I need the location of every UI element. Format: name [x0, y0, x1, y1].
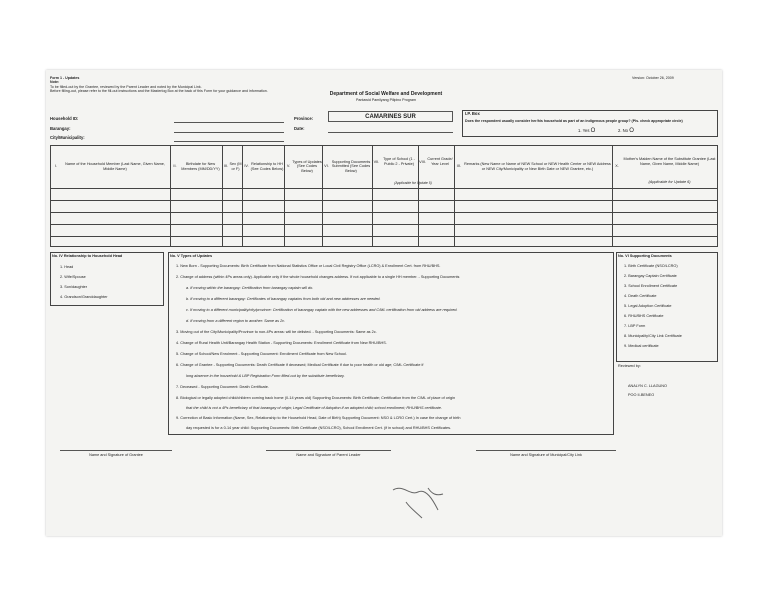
ip-box-question: Does the respondent usually consider her/his household as part of an indigenous people group? (Pls. check appropriate circle)	[465, 119, 683, 123]
relationship-item: 3. Son/daughter	[60, 285, 88, 289]
col-head-birthdate: Birthdate for New Members (MM/DD/YY)	[181, 161, 220, 171]
update-item: 7. Deceased - Supporting Document: Death Certificate.	[176, 385, 269, 389]
parent-leader-signature-label: Name and Signature of Parent Leader	[296, 453, 361, 457]
supporting-doc-item: 9. Medical certificate	[624, 344, 659, 348]
radio-circle-icon[interactable]: O	[629, 128, 634, 134]
update-item: 3. Moving out of the City/Municipality/Province to non-4Ps areas: will be delisted. - Supporting Documents: Same as 2c.	[176, 330, 377, 334]
supporting-doc-item: 7. LBP Form	[624, 324, 646, 328]
province-field[interactable]: CAMARINES SUR	[328, 111, 453, 122]
col-num-4: IV.	[244, 164, 249, 169]
table-row[interactable]	[50, 212, 718, 213]
table-header-divider	[50, 188, 718, 189]
update-item: c. If moving to a different municipality/city/province: Certification of barangay captain with the new addresses and C/ML certification from old address are required.	[186, 308, 458, 312]
col-num-7: VII.	[373, 159, 380, 164]
col-head-name: Name of the Household Member (Last Name, Given Name, Middle Name)	[65, 161, 165, 171]
municipal-link-signature-label: Name and Signature of Municipal/City Link	[510, 453, 582, 457]
update-item: long absence in the household & LBP Registration Form filled-out by the substitute beneficiary.	[186, 374, 345, 378]
reviewer-name: ANALYN C. LLAGUNO	[628, 384, 667, 388]
update-item: day requested is for a 0-14 year child: Supporting Documents: Birth Certificate (NSO/LCRO), School Enrollment Cert. (if in school) and RHU/BHS Certificates.	[186, 426, 452, 430]
household-id-field[interactable]	[174, 122, 284, 123]
grantee-signature-line[interactable]	[60, 450, 172, 451]
form-notes	[50, 76, 300, 94]
updates-title: No. V Types of Updates	[170, 254, 213, 258]
update-item: 1. New Born - Supporting Documents: Birth Certificate from National Statistics Office or Local Civil Registry Office (LCRO) & Enrollment Cert. from RHU/BHS.	[176, 264, 441, 268]
update-item: 9. Correction of Basic Information (Name, Sex, Relationship to the Household Head, Date of Birth) Supporting Document: NSO & LCRO Cert.) In case the change of birth	[176, 416, 461, 420]
relationship-title: No. IV Relationship to Household Head	[52, 254, 123, 258]
update-item: 8. Biological or legally adopted child/children coming back home (0-14 years old) Supporting Documents: Birth Certificate; Certification from the C/ML of place of origin	[176, 396, 456, 400]
table-row[interactable]	[50, 236, 718, 237]
reviewed-by-label: Reviewed by:	[618, 364, 641, 368]
col-num-8: VIII.	[419, 159, 426, 164]
col-head-grade: Current Grade/ Year Level	[427, 157, 453, 166]
col-num-9: IX.	[456, 164, 462, 169]
col-note-mother: (Applicable for Update 6)	[648, 179, 691, 184]
relationship-item: 4. Grandson/Granddaughter	[60, 295, 108, 299]
col-head-school: Type of School (1 - Public 2 - Private)	[383, 157, 415, 166]
update-item: 2. Change of address (within 4Ps areas only). Applicable only if the whole household changes address. If not applicable to a single HH member. - Supporting Documents	[176, 275, 460, 279]
col-num-6: VI.	[324, 164, 329, 169]
supporting-doc-item: 5. Legal Adoption Certificate	[624, 304, 672, 308]
col-head-remarks: Remarks (New Name or Name of NEW School or NEW Health Center or NEW Address or NEW City/Municipality or New Birth Date or NEW Grantee, etc.)	[464, 161, 611, 171]
municipal-link-signature-line[interactable]	[476, 450, 616, 451]
supporting-doc-item: 3. School Enrollment Certificate	[624, 284, 678, 288]
col-num-2: II.	[173, 164, 177, 169]
city-label: City/Municipality:	[50, 135, 85, 140]
ip-yes-label: 1. Yes	[578, 128, 590, 133]
form-name: Form 1 - Updates	[50, 76, 80, 80]
note-line-1: To be filled-out by the Grantee, reviewed by the Parent Leader and noted by the Municipal Link.	[50, 84, 202, 89]
col-num-5: V.	[286, 164, 291, 169]
parent-leader-signature-line[interactable]	[266, 450, 391, 451]
update-item: that the child is not a 4Ps beneficiary of that barangay of origin; Legal Certificate of Adoption if an adopted child; school enrollment; RHU/BHS certificate.	[186, 406, 442, 410]
col-head-sex: Sex (M or F)	[229, 161, 242, 171]
supporting-doc-item: 4. Death Certificate	[624, 294, 657, 298]
col-head-relationship: Relationship to HH (See Codes Below)	[250, 161, 284, 171]
update-item: b. If moving to a different barangay: Certificates of barangay captains from both old and new addresses are needed.	[186, 297, 381, 301]
col-head-documents: Supporting Documents Submitted (See Codes Below)	[331, 159, 371, 173]
update-item: a. If moving within the barangay: Certification from barangay captain will do.	[186, 286, 314, 290]
reviewer-title: POO II-BENEO	[628, 393, 655, 397]
radio-circle-icon[interactable]: O	[590, 128, 596, 134]
update-item: 4. Change of Rural Health Unit/Barangay Health Station - Supporting Documents: Enrollment Certificate from New RHU/BHS.	[176, 341, 387, 345]
program-title: Pantawid Pamilyang Pilipino Program	[356, 98, 416, 102]
note-line-2: Before filling-out, please refer to the fill-out instructions and the Masterlog Box at the back of this Form for your guidance and information.	[50, 89, 268, 94]
col-head-mother-name: Mother's Maiden Name of the Substitute Grantee (Last Name, Given Name, Middle Name)	[623, 157, 716, 166]
relationship-item: 2. Wife/Spouse	[60, 275, 86, 279]
grantee-signature-label: Name and Signature of Grantee	[89, 453, 143, 457]
province-label: Province:	[294, 116, 314, 121]
date-label: Date:	[294, 126, 305, 131]
col-note-school: (Applicable for Update 5)	[394, 181, 432, 186]
col-num-1: I.	[54, 164, 58, 169]
supporting-doc-item: 1. Birth Certificate (NSO/LCRO)	[624, 264, 678, 268]
ip-no-label: 2. No	[618, 128, 629, 133]
supporting-docs-title: No. VI Supporting Documents	[618, 254, 672, 258]
col-head-updates: Types of Updates (See Codes Below)	[292, 159, 322, 173]
supporting-doc-item: 8. Municipality/City Link Certificate	[624, 334, 682, 338]
date-field[interactable]	[328, 132, 453, 133]
ip-yes-option[interactable]	[578, 128, 595, 134]
version-text: Version: October 26, 2009	[632, 76, 674, 80]
note-label: Note:	[50, 80, 60, 85]
barangay-label: Barangay:	[50, 126, 71, 131]
col-num-3: III.	[223, 164, 229, 169]
update-item: 5. Change of School/New Enrolment - Supporting Document: Enrollment Certificate from New School.	[176, 352, 347, 356]
agency-title: Department of Social Welfare and Development	[329, 91, 443, 97]
scribble-mark-icon	[388, 482, 448, 522]
update-item: 6. Change of Grantee - Supporting Documents: Death Certificate if deceased; Medical Certificate if due to poor health or old age; C/ML Certificate if	[176, 363, 424, 367]
household-id-label: Household ID:	[50, 116, 79, 121]
ip-box-title: I.P. Box	[465, 111, 480, 116]
ip-no-option[interactable]	[618, 128, 634, 134]
supporting-doc-item: 2. Barangay Captain Certificate	[624, 274, 677, 278]
update-item: d. If moving from a different region to another: Same as 2c.	[186, 319, 286, 323]
table-row[interactable]	[50, 200, 718, 201]
city-field[interactable]	[174, 141, 284, 142]
form-sheet	[46, 70, 722, 536]
relationship-item: 1. Head	[60, 265, 74, 269]
supporting-doc-item: 6. RHU/BHS Certificate	[624, 314, 664, 318]
col-num-10: X.	[615, 164, 619, 169]
barangay-field[interactable]	[174, 132, 284, 133]
table-row[interactable]	[50, 224, 718, 225]
